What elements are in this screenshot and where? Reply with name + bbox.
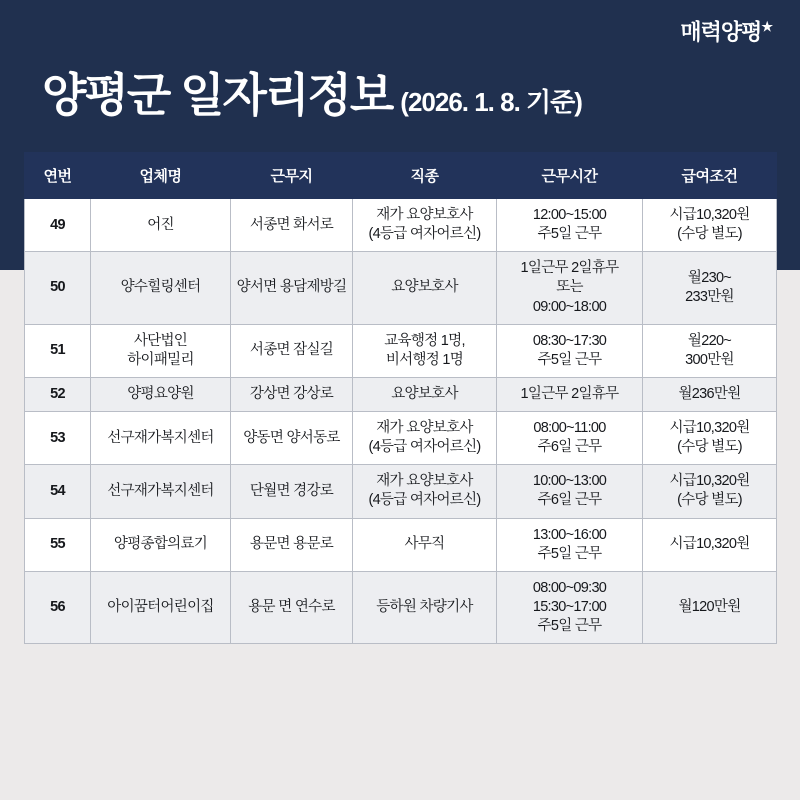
table-row xyxy=(25,252,777,324)
cell-line: 용문 면 연수로 xyxy=(248,598,335,615)
cell-job xyxy=(353,465,497,518)
column-header-no: 연번 xyxy=(25,153,91,199)
cell-line: (수당 별도) xyxy=(677,492,742,509)
cell-line: 12:00~15:00 xyxy=(532,207,607,223)
cell-location xyxy=(231,199,353,252)
cell-line: 교육행정 1명, xyxy=(384,332,465,349)
table-row xyxy=(25,377,777,411)
star-icon: ★ xyxy=(761,19,772,34)
cell-line: (4등급 여자어르신) xyxy=(368,492,481,509)
table-row xyxy=(25,518,777,571)
cell-line: 하이패밀리 xyxy=(127,351,194,368)
cell-hours xyxy=(497,412,643,465)
cell-line: 08:30~17:30 xyxy=(532,332,607,349)
cell-line: 등하원 차량기사 xyxy=(376,598,473,615)
cell-line: 단월면 경강로 xyxy=(249,482,334,499)
cell-line: 시급10,320원 xyxy=(669,207,750,223)
cell-no: 53 xyxy=(25,412,91,465)
cell-location xyxy=(231,465,353,518)
cell-line: (수당 별도) xyxy=(677,439,742,456)
cell-line: 15:30~17:00 xyxy=(532,598,607,615)
cell-line: 양평종합의료기 xyxy=(113,536,208,553)
cell-line: 주5일 근무 xyxy=(537,618,602,634)
cell-location xyxy=(231,252,353,324)
cell-line: 233만원 xyxy=(685,288,734,305)
cell-line: 또는 xyxy=(556,279,583,296)
cell-line: 주6일 근무 xyxy=(537,492,602,509)
column-header-location: 근무지 xyxy=(231,153,353,199)
cell-line: 09:00~18:00 xyxy=(532,298,607,315)
column-header-pay: 급여조건 xyxy=(643,153,777,199)
cell-pay xyxy=(643,518,777,571)
cell-line: 요양보호사 xyxy=(391,279,458,296)
cell-line: 월230~ xyxy=(687,269,732,286)
cell-line: 강상면 강상로 xyxy=(249,385,334,402)
cell-no: 52 xyxy=(25,377,91,411)
cell-line: 사무직 xyxy=(404,536,445,553)
cell-line: 서종면 잠실길 xyxy=(249,342,334,359)
cell-hours xyxy=(497,465,643,518)
cell-line: (4등급 여자어르신) xyxy=(368,439,481,456)
table-header xyxy=(25,153,777,199)
cell-job xyxy=(353,377,497,411)
cell-line: 08:00~11:00 xyxy=(533,420,606,436)
cell-no: 55 xyxy=(25,518,91,571)
cell-line: 재가 요양보호사 xyxy=(376,207,473,223)
cell-line: (4등급 여자어르신) xyxy=(368,226,481,243)
cell-company xyxy=(91,465,231,518)
cell-pay xyxy=(643,412,777,465)
cell-line: 용문면 용문로 xyxy=(249,536,334,553)
cell-company xyxy=(91,518,231,571)
brand-logo xyxy=(680,20,772,43)
cell-pay xyxy=(643,571,777,643)
cell-company xyxy=(91,412,231,465)
cell-company xyxy=(91,377,231,411)
cell-job xyxy=(353,412,497,465)
cell-hours xyxy=(497,377,643,411)
cell-job xyxy=(353,252,497,324)
cell-line: 양동면 양서동로 xyxy=(243,429,340,446)
cell-line: 시급10,320원 xyxy=(669,536,750,553)
column-header-job: 직종 xyxy=(353,153,497,199)
table-row xyxy=(25,199,777,252)
cell-line: 선구재가복지센터 xyxy=(107,482,214,499)
cell-line: 13:00~16:00 xyxy=(532,526,607,543)
cell-line: 08:00~09:30 xyxy=(532,579,607,596)
title-sub: (2026. 1. 8. 기준) xyxy=(400,87,582,117)
cell-location xyxy=(231,518,353,571)
page-title xyxy=(42,69,582,121)
cell-line: 양평요양원 xyxy=(127,385,194,402)
table-header-row xyxy=(25,153,777,199)
cell-line: 월120만원 xyxy=(678,598,741,615)
title-main: 양평군 일자리정보 xyxy=(42,69,393,121)
cell-hours xyxy=(497,571,643,643)
cell-pay xyxy=(643,324,777,377)
cell-line: (수당 별도) xyxy=(677,226,742,243)
cell-line: 주5일 근무 xyxy=(537,545,602,562)
cell-line: 서종면 화서로 xyxy=(249,216,334,233)
cell-hours xyxy=(497,199,643,252)
table-row xyxy=(25,571,777,643)
cell-no: 50 xyxy=(25,252,91,324)
cell-line: 요양보호사 xyxy=(391,385,458,402)
cell-location xyxy=(231,324,353,377)
job-table-container xyxy=(24,152,776,644)
cell-hours xyxy=(497,252,643,324)
cell-line: 양수힐링센터 xyxy=(120,279,201,296)
cell-no: 56 xyxy=(25,571,91,643)
cell-job xyxy=(353,324,497,377)
cell-line: 사단법인 xyxy=(133,332,188,349)
cell-pay xyxy=(643,252,777,324)
cell-pay xyxy=(643,199,777,252)
cell-line: 시급10,320원 xyxy=(669,420,750,436)
cell-pay xyxy=(643,377,777,411)
table-row xyxy=(25,465,777,518)
cell-line: 선구재가복지센터 xyxy=(107,429,214,446)
cell-line: 재가 요양보호사 xyxy=(376,473,473,490)
cell-line: 월220~ xyxy=(687,332,732,349)
cell-company xyxy=(91,324,231,377)
job-table xyxy=(24,152,777,644)
cell-no: 49 xyxy=(25,199,91,252)
column-header-company: 업체명 xyxy=(91,153,231,199)
cell-company xyxy=(91,199,231,252)
cell-company xyxy=(91,571,231,643)
cell-line: 300만원 xyxy=(685,351,734,368)
cell-location xyxy=(231,412,353,465)
table-body xyxy=(25,199,777,644)
cell-pay xyxy=(643,465,777,518)
cell-line: 월236만원 xyxy=(678,385,741,402)
cell-hours xyxy=(497,324,643,377)
cell-line: 비서행정 1명 xyxy=(385,351,464,368)
cell-line: 10:00~13:00 xyxy=(532,473,607,490)
cell-line: 양서면 용담제방길 xyxy=(236,279,347,296)
cell-line: 시급10,320원 xyxy=(669,473,750,490)
cell-location xyxy=(231,377,353,411)
cell-job xyxy=(353,199,497,252)
cell-job xyxy=(353,518,497,571)
table-row xyxy=(25,412,777,465)
cell-location xyxy=(231,571,353,643)
cell-no: 51 xyxy=(25,324,91,377)
cell-line: 재가 요양보호사 xyxy=(376,420,473,436)
cell-line: 1일근무 2일휴무 xyxy=(520,385,619,402)
cell-company xyxy=(91,252,231,324)
brand-name: 매력양평 xyxy=(680,19,762,45)
cell-job xyxy=(353,571,497,643)
cell-hours xyxy=(497,518,643,571)
column-header-hours: 근무시간 xyxy=(497,153,643,199)
table-row xyxy=(25,324,777,377)
cell-line: 1일근무 2일휴무 xyxy=(520,260,619,277)
cell-line: 주5일 근무 xyxy=(537,226,602,243)
cell-line: 주6일 근무 xyxy=(537,439,602,456)
cell-line: 아이꿈터어린이집 xyxy=(107,598,214,615)
cell-line: 주5일 근무 xyxy=(537,351,602,368)
cell-line: 어진 xyxy=(147,216,174,233)
cell-no: 54 xyxy=(25,465,91,518)
